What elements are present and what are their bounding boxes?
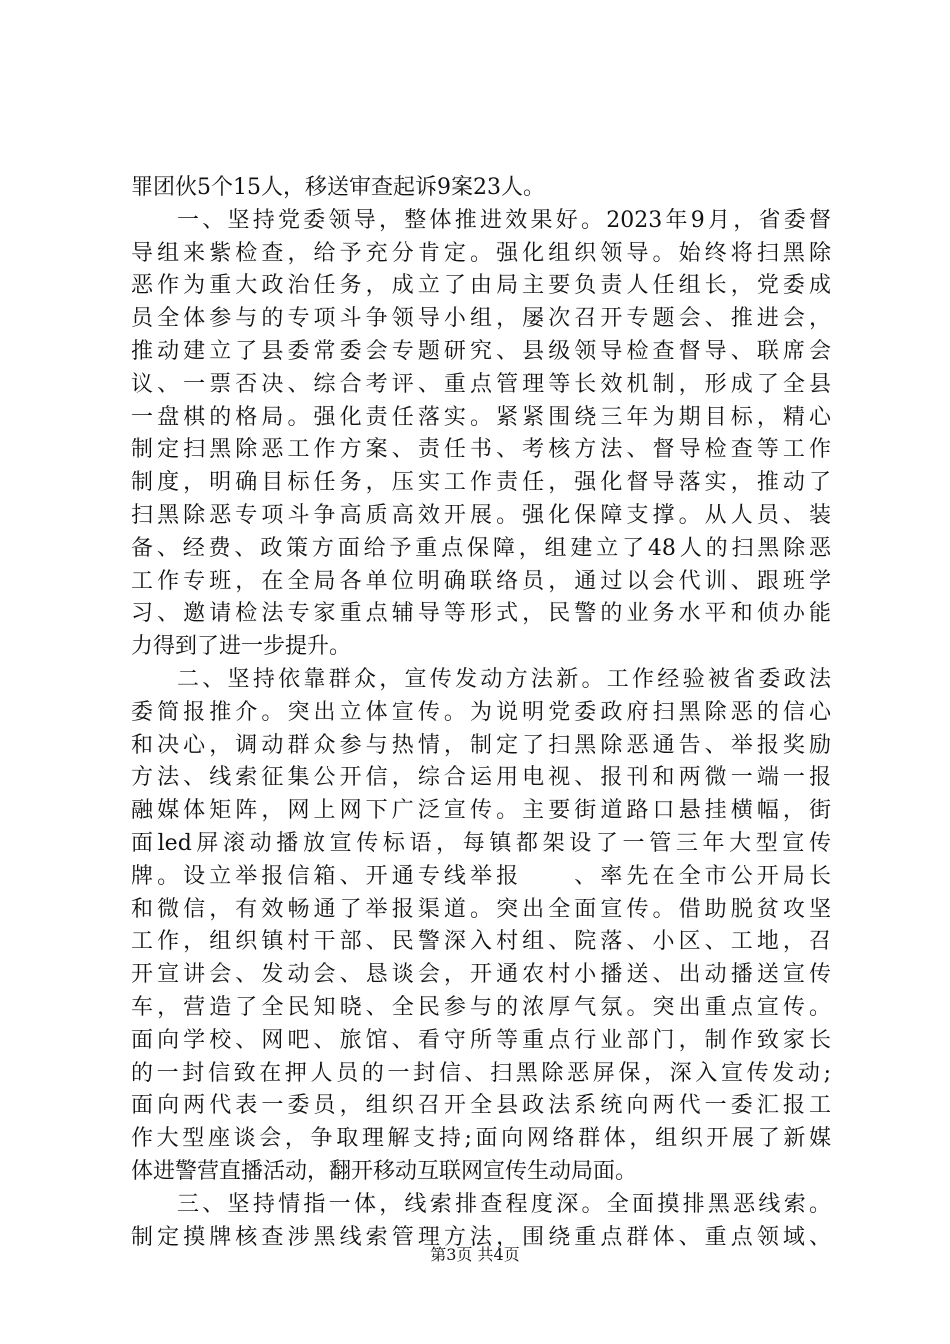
text-line: 委简报推介。突出立体宣传。为说明党委政府扫黑除恶的信心 xyxy=(131,699,831,725)
text-line: 牌。设立举报信箱、开通专线举报 、率先在全市公开局长 xyxy=(131,863,831,889)
page-footer: 第3页 共4页 xyxy=(430,1245,520,1264)
text-line: 车，营造了全民知晓、全民参与的浓厚气氛。突出重点宣传。 xyxy=(131,994,831,1020)
text-line: 一、坚持党委领导，整体推进效果好。2023年9月，省委督 xyxy=(177,207,831,233)
text-line: 罪团伙5个15人，移送审查起诉9案23人。 xyxy=(131,175,545,200)
text-line: 习、邀请检法专家重点辅导等形式，民警的业务水平和侦办能 xyxy=(131,601,831,627)
document-body xyxy=(131,172,831,1254)
text-line: 工作，组织镇村干部、民警深入村组、院落、小区、工地，召 xyxy=(131,929,831,955)
text-line: 推动建立了县委常委会专题研究、县级领导检查督导、联席会 xyxy=(131,338,831,364)
text-line: 作大型座谈会，争取理解支持;面向网络群体，组织开展了新媒 xyxy=(131,1126,831,1152)
text-line: 导组来紫检查，给予充分肯定。强化组织领导。始终将扫黑除 xyxy=(131,240,831,266)
text-line: 力得到了进一步提升。 xyxy=(131,634,352,660)
text-line: 恶作为重大政治任务，成立了由局主要负责人任组长，党委成 xyxy=(131,273,831,299)
text-line: 制定摸牌核查涉黑线索管理方法，围绕重点群体、重点领域、 xyxy=(131,1224,831,1250)
text-line: 三、坚持情指一体，线索排查程度深。全面摸排黑恶线索。 xyxy=(177,1191,831,1217)
text-line: 备、经费、政策方面给予重点保障，组建立了48人的扫黑除恶 xyxy=(131,535,831,561)
text-line: 二、坚持依靠群众，宣传发动方法新。工作经验被省委政法 xyxy=(177,666,831,692)
text-line: 议、一票否决、综合考评、重点管理等长效机制，形成了全县 xyxy=(131,371,831,397)
text-line: 面向学校、网吧、旅馆、看守所等重点行业部门，制作致家长 xyxy=(131,1027,831,1053)
text-line: 体进警营直播活动，翻开移动互联网宣传生动局面。 xyxy=(131,1158,638,1184)
text-line: 融媒体矩阵，网上网下广泛宣传。主要街道路口悬挂横幅，街 xyxy=(131,798,831,824)
text-line: 面向两代表一委员，组织召开全县政法系统向两代一委汇报工 xyxy=(131,1093,831,1119)
text-line: 一盘棋的格局。强化责任落实。紧紧围绕三年为期目标，精心 xyxy=(131,404,831,430)
text-line: 开宣讲会、发动会、恳谈会，开通农村小播送、出动播送宣传 xyxy=(131,962,831,988)
text-line: 制度，明确目标任务，压实工作责任，强化督导落实，推动了 xyxy=(131,470,831,496)
text-line: 员全体参与的专项斗争领导小组，屡次召开专题会、推进会， xyxy=(131,306,831,332)
text-line: 工作专班，在全局各单位明确联络员，通过以会代训、跟班学 xyxy=(131,568,831,594)
text-line: 面led屏滚动播放宣传标语，每镇都架设了一管三年大型宣传 xyxy=(131,830,831,856)
text-line: 和决心，调动群众参与热情，制定了扫黑除恶通告、举报奖励 xyxy=(131,732,831,758)
text-line: 方法、线索征集公开信，综合运用电视、报刊和两微一端一报 xyxy=(131,765,831,791)
text-line: 和微信，有效畅通了举报渠道。突出全面宣传。借助脱贫攻坚 xyxy=(131,896,831,922)
text-line: 制定扫黑除恶工作方案、责任书、考核方法、督导检查等工作 xyxy=(131,437,831,463)
text-line: 扫黑除恶专项斗争高质高效开展。强化保障支撑。从人员、装 xyxy=(131,502,831,528)
text-line: 的一封信致在押人员的一封信、扫黑除恶屏保，深入宣传发动; xyxy=(131,1060,831,1086)
